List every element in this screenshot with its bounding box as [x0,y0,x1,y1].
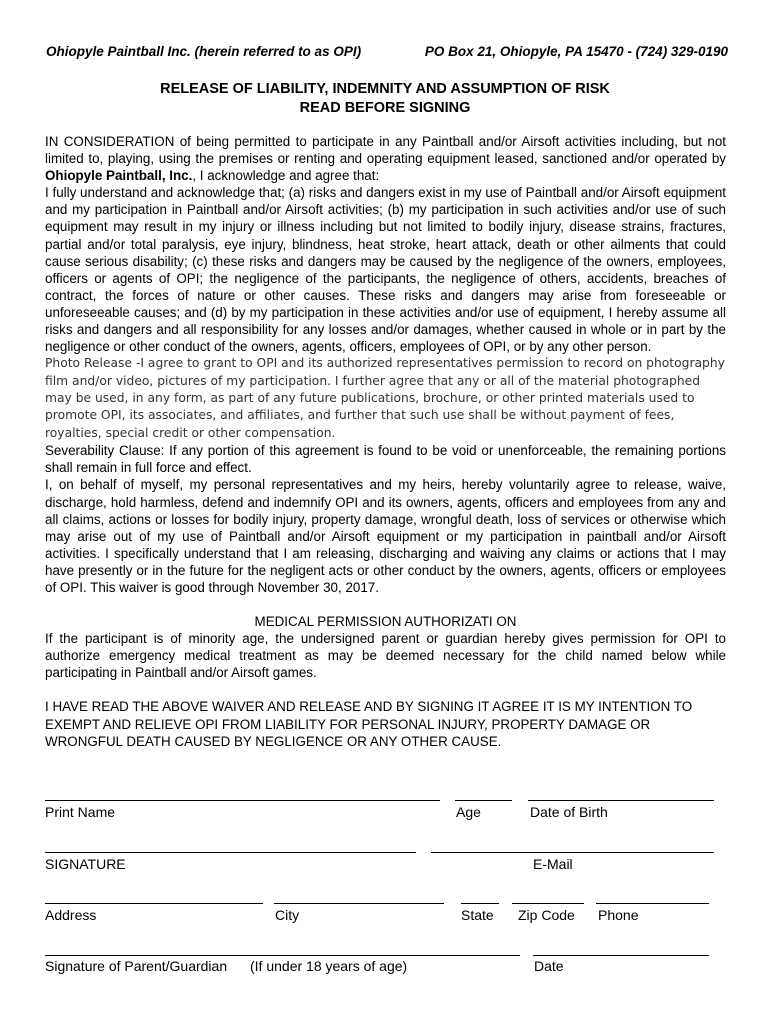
parent-signature-line[interactable] [45,955,520,956]
date-label: Date [534,958,564,974]
phone-label: Phone [598,907,639,923]
city-line[interactable] [274,903,444,904]
medical-paragraph: If the participant is of minority age, the undersigned parent or guardian hereby gives permission for OPI to authorize emergency medical treatment as may be deemed necessary for the child named below while participating in Paintball and/or Airsoft games. [45,631,726,681]
city-label: City [275,907,300,923]
dob-label: Date of Birth [530,804,608,820]
print-name-label: Print Name [45,804,116,820]
age-line[interactable] [455,800,512,801]
date-line[interactable] [533,955,709,956]
print-name-line[interactable] [45,800,440,801]
severability-paragraph: Severability Clause: If any portion of this agreement is found to be void or unenforceable, the remaining portions shall remain in full force and effect. [45,443,726,476]
signature-line[interactable] [45,852,416,853]
document-title [0,80,770,118]
risks-paragraph: I fully understand and acknowledge that; (a) risks and dangers exist in my use of Paintball and/or Airsoft equipment and my participation in Paintball and/or Airsoft activities; (b) my participation in such activities and/or use of such equipment may result in my injury or illness including but not limited to bodily injury, disease strains, fractures, partial and/or total paralysis, eye injury, blindness, heat stroke, heart attack, death or other ailments that could cause serious disability; (c) these risks and dangers may be caused by the negligence of the owners, employees, officers or agents of OPI; the negligence of the participants, the negligence of others, accidents, breaches of contract, the forces of nature or other causes. These risks and dangers may arise from foreseeable or unforeseeable causes; and (d) by my participation in these activities and/or use of equipment, I hereby assume all risks and dangers and all responsibility for any losses and/or damages, whether caused in whole or in part by the negligence or other conduct of the owners, agents, officers, employees of OPI, or by any other person. [45,185,726,355]
email-line[interactable] [431,852,714,853]
title-line-1: RELEASE OF LIABILITY, INDEMNITY AND ASSUMPTION OF RISK [160,81,610,97]
medical-heading: MEDICAL PERMISSION AUTHORIZATI ON [254,614,517,630]
title-line-2: READ BEFORE SIGNING [299,100,471,116]
company-bold: Ohiopyle Paintball, Inc. [45,168,193,184]
zip-line[interactable] [512,903,584,904]
parent-signature-label: Signature of Parent/Guardian [45,958,228,974]
page-header [46,44,728,59]
age-label: Age [456,804,481,820]
consideration-paragraph: IN CONSIDERATION of being permitted to participate in any Paintball and/or Airsoft activities including, but not limited to, playing, using the premises or renting and operating equipment leased, sanctioned and/or operated by Ohiopyle Paintball, Inc., I acknowledge and agree that: [45,134,726,184]
zip-label: Zip Code [518,907,575,923]
signature-label: SIGNATURE [45,856,126,872]
acknowledgement-paragraph: I HAVE READ THE ABOVE WAIVER AND RELEASE AND BY SIGNING IT AGREE IT IS MY INTENTION TO EXEMPT AND RELIEVE OPI FROM LIABILITY FOR PERSONAL INJURY, PROPERTY DAMAGE OR WRONGFUL DEATH CAUSED BY NEGLIGENCE OR ANY OTHER CAUSE. [45,699,693,749]
waiver-body [45,133,726,750]
address-line[interactable] [45,903,263,904]
photo-release-paragraph: Photo Release -I agree to grant to OPI and its authorized representatives permission to record on photography film and/or video, pictures of my participation. I further agree that any or all of the material photographed may be used, in any form, as part of any future publications, brochure, or other printed materials used to promote OPI, its associates, and affiliates, and further that such use shall be without payment of fees, royalties, special credit or other compensation. [45,356,725,440]
address-label: Address [45,907,97,923]
under-18-label: (If under 18 years of age) [250,958,408,974]
state-line[interactable] [461,903,499,904]
email-label: E-Mail [533,856,573,872]
release-paragraph: I, on behalf of myself, my personal representatives and my heirs, hereby voluntarily agree to release, waive, discharge, hold harmless, defend and indemnify OPI and its owners, agents, officers and employees from any and all claims, actions or losses for bodily injury, property damage, wrongful death, loss of services or otherwise which may arise out of my use of Paintball and/or Airsoft equipment or my participation in paintball and/or Airsoft activities. I specifically understand that I am releasing, discharging and waiving any claims or actions that I may have presently or in the future for the negligent acts or other conduct by the owners, agents, officers or employees of OPI. This waiver is good through November 30, 2017. [45,477,726,595]
company-name: Ohiopyle Paintball Inc. (herein referred to as OPI) [46,44,362,59]
dob-line[interactable] [528,800,714,801]
phone-line[interactable] [596,903,709,904]
company-address: PO Box 21, Ohiopyle, PA 15470 - (724) 329-0190 [424,44,728,59]
state-label: State [461,907,494,923]
